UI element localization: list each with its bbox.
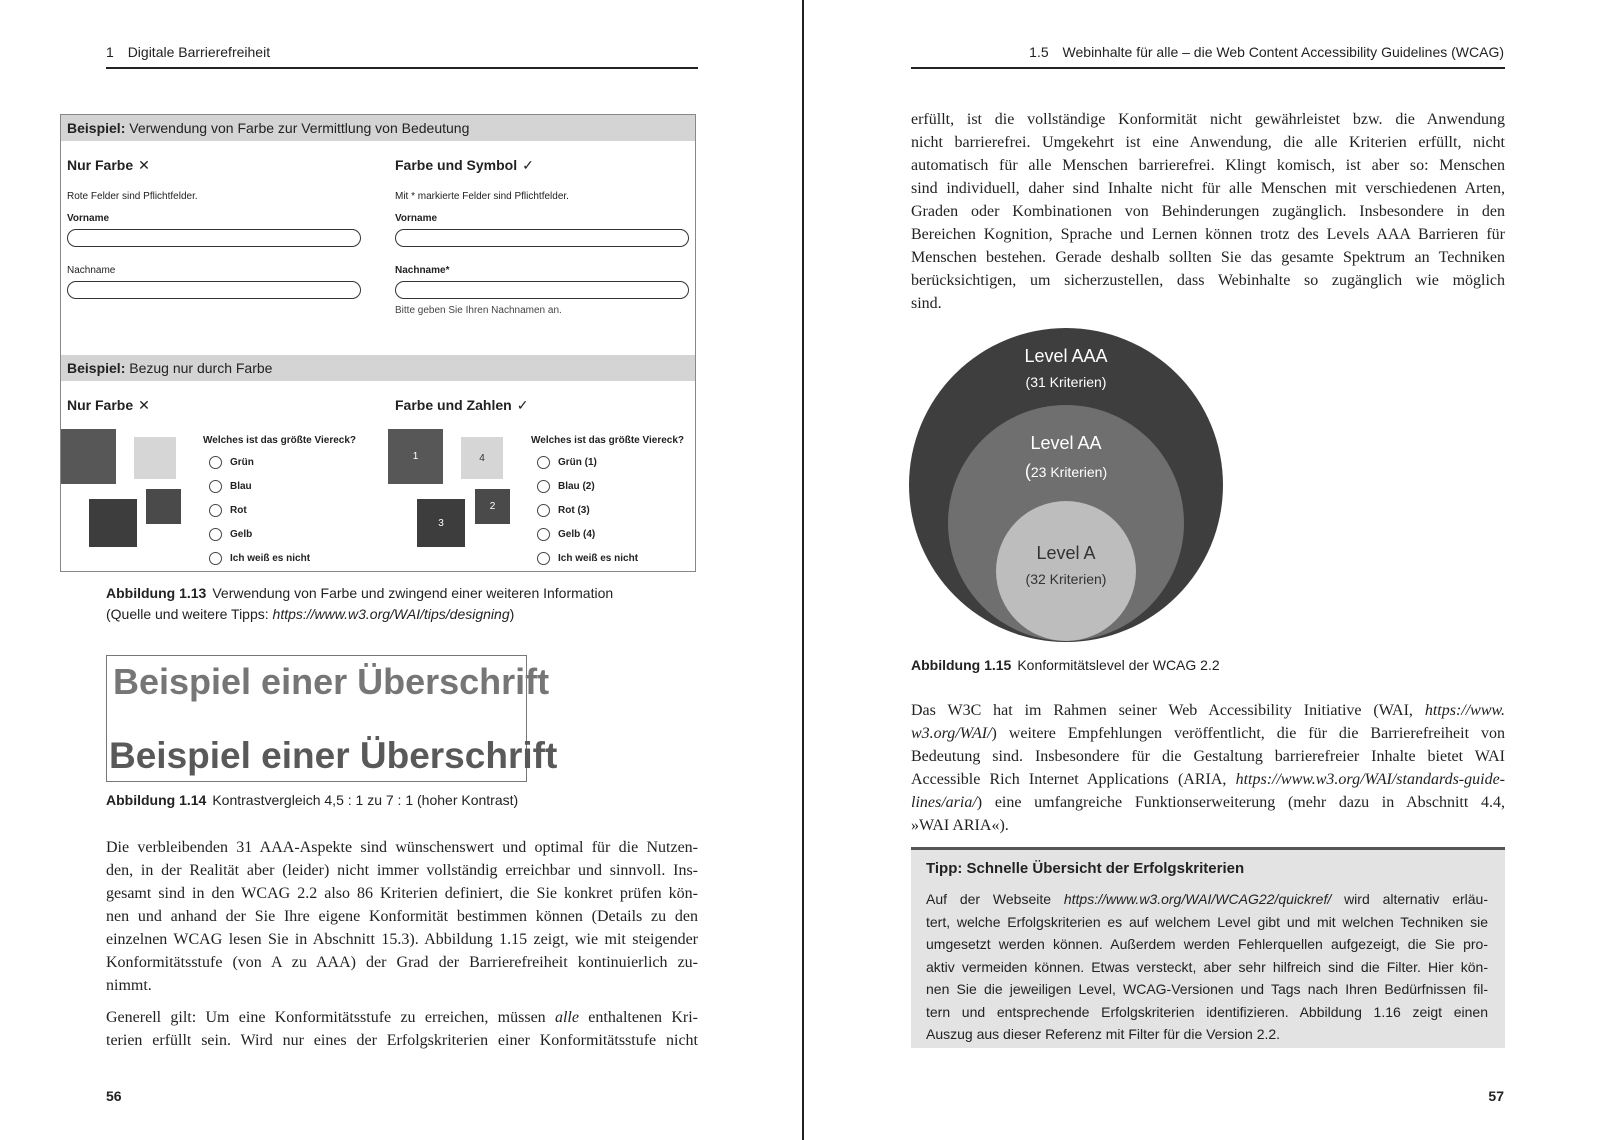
square-2: 2 xyxy=(475,489,510,524)
check-icon: ✓ xyxy=(516,397,529,413)
heading-only-color-2 xyxy=(67,397,150,414)
heading-color-and-symbol xyxy=(395,157,534,174)
text-run: Das W3C hat im Rahmen seiner Web Accessibility Initiative (WAI, xyxy=(911,702,1425,719)
firstname-field[interactable] xyxy=(67,229,361,247)
radio-option[interactable] xyxy=(537,480,595,493)
caption-text: Verwendung von Farbe und zwingend einer weiteren Information xyxy=(212,585,614,601)
radio-button[interactable] xyxy=(537,504,550,517)
caption-source: (Quelle und weitere Tipps: xyxy=(106,606,273,622)
wcag-levels-diagram xyxy=(905,325,1235,645)
text-line: nen Sie die jeweiligen Level, WCAG-Versionen und Tags nach Ihren Bedürfnissen fil- xyxy=(926,981,1488,997)
lastname-label-required: Nachname* xyxy=(395,265,450,276)
level-aa-title: Level AA xyxy=(1030,433,1102,453)
radio-label: Rot (3) xyxy=(558,505,590,516)
text-line: erfüllt, ist die vollständige Konformität nicht gewährleistet bzw. die Anwendung xyxy=(911,111,1505,128)
text-line: Auszug aus dieser Referenz mit Filter für die Version 2.2. xyxy=(926,1026,1281,1042)
radio-option[interactable] xyxy=(537,456,597,469)
text-run: enthaltenen Kri- xyxy=(578,1009,698,1026)
text-line: Die verbleibenden 31 AAA-Aspekte sind wünschenswert und optimal für die Nutzen- xyxy=(106,839,698,856)
text-line: nimmt. xyxy=(106,977,152,994)
left-head-rule xyxy=(106,67,698,69)
radio-button[interactable] xyxy=(209,456,222,469)
radio-option[interactable] xyxy=(537,528,595,541)
radio-button[interactable] xyxy=(537,528,550,541)
radio-label: Blau xyxy=(230,481,252,492)
square-1: 1 xyxy=(388,429,443,484)
left-paragraph-2 xyxy=(106,1006,698,1052)
text-line: tert, welche Erfolgskriterien es auf welchem Level gibt und mit welchen Techniken sie xyxy=(926,913,1488,930)
heading-color-and-numbers xyxy=(395,397,528,414)
heading-text: Farbe und Zahlen xyxy=(395,397,512,413)
square-3: 3 xyxy=(417,499,465,547)
radio-button[interactable] xyxy=(209,504,222,517)
heading-low-contrast: Beispiel einer Überschrift xyxy=(113,661,550,702)
text-line: berücksichtigen, um sicherzustellen, dass Webinhalte so zugänglich wie möglich xyxy=(911,272,1505,289)
radio-label: Ich weiß es nicht xyxy=(558,553,639,564)
figure-contrast-comparison xyxy=(106,655,558,782)
link-wai[interactable]: w3.org/WAI/ xyxy=(911,725,992,742)
lastname-hint: Bitte geben Sie Ihren Nachnamen an. xyxy=(395,305,562,316)
text-run: wird alternativ erläu- xyxy=(1331,891,1488,907)
link-quickref[interactable]: https://www.w3.org/WAI/WCAG22/quickref/ xyxy=(1063,891,1332,907)
left-paragraph-1 xyxy=(106,836,698,997)
cross-icon: ✕ xyxy=(138,397,150,413)
radio-button[interactable] xyxy=(209,528,222,541)
caption-figure-1-14 xyxy=(106,790,518,811)
radio-option[interactable] xyxy=(537,504,590,517)
firstname-label: Vorname xyxy=(67,213,110,224)
radio-label: Ich weiß es nicht xyxy=(230,553,311,564)
level-aa-count xyxy=(1025,461,1107,481)
text-line: sind. xyxy=(911,295,942,312)
right-paragraph-1 xyxy=(911,108,1505,315)
section-number: 1.5 xyxy=(1029,44,1049,60)
heading-text: Nur Farbe xyxy=(67,157,134,173)
tip-box xyxy=(911,847,1505,1048)
band-title: Verwendung von Farbe zur Vermittlung von Bedeutung xyxy=(129,120,470,136)
page-number-left: 56 xyxy=(106,1088,122,1104)
heading-text: Farbe und Symbol xyxy=(395,157,518,173)
text-line: sind individuell, daher sind Inhalte nicht für alle Menschen mit verschiedenen Arten, xyxy=(911,180,1505,197)
required-note-color: Rote Felder sind Pflichtfelder. xyxy=(67,191,198,202)
heading-only-color xyxy=(67,157,150,174)
text-line: »WAI ARIA«). xyxy=(911,817,1009,834)
text-line xyxy=(911,699,1505,722)
radio-option[interactable] xyxy=(209,504,247,517)
caption-text: Kontrastvergleich 4,5 : 1 zu 7 : 1 (hoher Kontrast) xyxy=(212,792,519,808)
radio-option[interactable] xyxy=(209,552,310,565)
text-line: Bereichen Kognition, Sprache und Lernen können trotz des Levels AAA Barrieren für xyxy=(911,226,1505,243)
radio-label: Blau (2) xyxy=(558,481,595,492)
text-line: Bedeutung sind. Insbesondere für die Gestaltung barrierefreier Inhalte bietet WAI xyxy=(911,748,1505,765)
square-4: 4 xyxy=(461,437,503,479)
text-line: terien erfüllt sein. Wird nur eines der Erfolgskriterien einer Konformitätsstufe nicht xyxy=(106,1032,698,1049)
page-number-right: 57 xyxy=(1488,1088,1504,1104)
right-running-head xyxy=(1029,44,1504,60)
square-green xyxy=(61,429,116,484)
radio-option[interactable] xyxy=(209,480,252,493)
chapter-number: 1 xyxy=(106,44,114,60)
text-line xyxy=(911,791,1505,814)
text-line xyxy=(106,1006,698,1029)
question-largest-square: Welches ist das größte Viereck? xyxy=(531,435,685,446)
text-line: Graden oder Kombinationen von Behinderungen zugänglich. Insbesondere in den xyxy=(911,203,1505,220)
right-paragraph-2 xyxy=(911,699,1505,837)
text-line: nen und anhand der Sie Ihre eigene Konformität bestimmen können (Details zu den xyxy=(106,908,698,925)
text-line: tern und entsprechende Erfolgskriterien identifizieren. Abbildung 1.16 zeigt einen xyxy=(926,1003,1488,1020)
example-band-color-meaning xyxy=(61,115,695,141)
chapter-title: Digitale Barrierefreiheit xyxy=(127,44,271,60)
lastname-field[interactable] xyxy=(395,281,689,299)
radio-label: Grün xyxy=(230,457,254,468)
square-blue xyxy=(146,489,181,524)
text-run: ) weitere Empfehlungen veröffentlicht, die für die Barrierefreiheit von xyxy=(991,725,1505,742)
radio-option[interactable] xyxy=(209,528,252,541)
radio-label: Rot xyxy=(230,505,247,516)
example-band-color-reference xyxy=(61,355,695,381)
link-aria[interactable]: https://www.w3.org/WAI/standards-guide- xyxy=(1235,771,1505,788)
caption-label: Abbildung 1.15 xyxy=(911,657,1012,673)
text-line: aktiv vermeiden können. Etwas versteckt, aber sehr hilfreich sind die Filter. Hier kön- xyxy=(926,958,1488,975)
tip-title: Tipp: Schnelle Übersicht der Erfolgskriterien xyxy=(926,860,1245,877)
check-icon: ✓ xyxy=(522,157,534,173)
text-line: den, in der Realität aber (leider) nicht immer vollständig erreichbar und sinnvoll. Ins- xyxy=(106,862,698,879)
lastname-field[interactable] xyxy=(67,281,361,299)
radio-label: Grün (1) xyxy=(558,457,597,468)
radio-button[interactable] xyxy=(209,480,222,493)
text-line xyxy=(926,888,1488,911)
caption-link[interactable]: https://www.w3.org/WAI/tips/designing xyxy=(272,606,510,622)
band-title: Bezug nur durch Farbe xyxy=(129,360,273,376)
text-line: Konformitätsstufe (von A zu AAA) der Grad der Barrierefreiheit kontinuierlich zu- xyxy=(106,954,698,971)
radio-label: Gelb xyxy=(230,529,253,540)
radio-button[interactable] xyxy=(209,552,222,565)
question-largest-square: Welches ist das größte Viereck? xyxy=(203,435,357,446)
text-line: automatisch für alle Menschen barrierefrei. Klingt komisch, ist aber so: Menschen xyxy=(911,157,1505,174)
square-red xyxy=(89,499,137,547)
emphasis: alle xyxy=(554,1009,579,1026)
band-label: Beispiel: xyxy=(67,120,126,136)
level-aaa-count: (31 Kriterien) xyxy=(1025,374,1107,390)
caption-source-end: ) xyxy=(509,606,515,622)
text-line xyxy=(911,722,1505,745)
text-line: umgesetzt werden können. Außerdem werden Fehlerquellen aufgezeigt, die Sie pro- xyxy=(926,936,1488,952)
text-run: Auf der Webseite xyxy=(926,891,1064,907)
book-spine xyxy=(802,0,804,1140)
cross-icon: ✕ xyxy=(138,157,150,173)
text-run: Accessible Rich Internet Applications (ARIA, xyxy=(911,771,1236,788)
level-a-title: Level A xyxy=(1036,543,1096,563)
firstname-label: Vorname xyxy=(395,213,438,224)
paren: ( xyxy=(1024,461,1031,481)
heading-text: Nur Farbe xyxy=(67,397,134,413)
left-running-head xyxy=(106,44,270,60)
level-a-count: (32 Kriterien) xyxy=(1025,571,1107,587)
square-yellow xyxy=(134,437,176,479)
lastname-label: Nachname xyxy=(67,265,116,276)
figure-color-meaning xyxy=(60,114,696,572)
required-note-symbol: Mit * markierte Felder sind Pflichtfelder. xyxy=(395,191,569,202)
tip-body xyxy=(926,888,1488,1046)
band-label: Beispiel: xyxy=(67,360,126,376)
text-line: gesamt sind in den WCAG 2.2 also 86 Kriterien definiert, die Sie konkret prüfen kön- xyxy=(106,885,698,902)
radio-option[interactable] xyxy=(537,552,638,565)
link-wai[interactable]: https://www. xyxy=(1424,702,1505,719)
count-text: 23 Kriterien) xyxy=(1030,464,1108,480)
caption-figure-1-15 xyxy=(911,655,1220,676)
radio-button[interactable] xyxy=(537,456,550,469)
firstname-field[interactable] xyxy=(395,229,689,247)
caption-label: Abbildung 1.14 xyxy=(106,792,207,808)
heading-high-contrast: Beispiel einer Überschrift xyxy=(109,735,558,776)
right-head-rule xyxy=(911,67,1505,69)
caption-figure-1-13 xyxy=(106,583,706,625)
text-run: Generell gilt: Um eine Konformitätsstufe zu erreichen, müssen xyxy=(106,1009,555,1026)
radio-button[interactable] xyxy=(537,480,550,493)
caption-label: Abbildung 1.13 xyxy=(106,585,207,601)
text-run: ) eine umfangreiche Funktionserweiterung (mehr dazu in Abschnitt 4.4, xyxy=(976,794,1505,811)
link-aria[interactable]: lines/aria/ xyxy=(911,794,977,811)
radio-label: Gelb (4) xyxy=(558,529,596,540)
text-line: nicht barrierefrei. Umgekehrt ist eine Anwendung, die alle Kriterien erfüllt, nicht xyxy=(911,134,1505,151)
text-line xyxy=(911,768,1505,791)
section-title: Webinhalte für alle – die Web Content Accessibility Guidelines (WCAG) xyxy=(1062,44,1504,60)
text-line: einzelnen WCAG lesen Sie in Abschnitt 15.3). Abbildung 1.15 zeigt, wie mit steigender xyxy=(106,931,698,948)
caption-text: Konformitätslevel der WCAG 2.2 xyxy=(1017,657,1220,673)
radio-button[interactable] xyxy=(537,552,550,565)
text-line: Menschen bestehen. Gerade deshalb sollten Sie das gesamte Spektrum an Techniken xyxy=(911,249,1505,266)
radio-option[interactable] xyxy=(209,456,254,469)
level-aaa-title: Level AAA xyxy=(1024,346,1108,366)
